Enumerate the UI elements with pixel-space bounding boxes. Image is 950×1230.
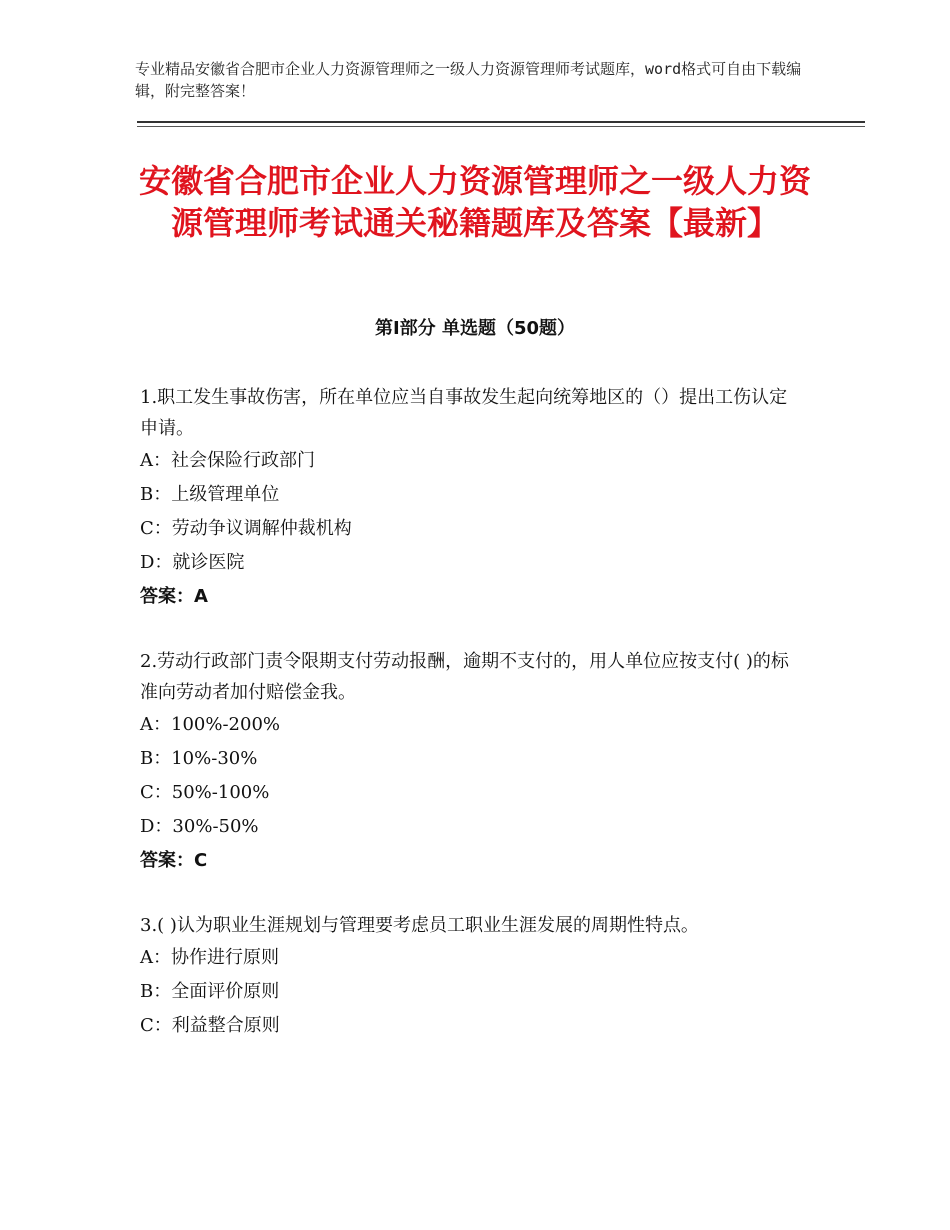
option-b: B：10%-30%	[140, 748, 258, 769]
option-c: C：50%-100%	[140, 782, 270, 803]
header-divider-thin	[137, 126, 865, 127]
option-b: B：全面评价原则	[140, 981, 280, 1002]
answer: 答案：A	[140, 586, 208, 607]
question-stem: 3.( )认为职业生涯规划与管理要考虑员工职业生涯发展的周期性特点。	[140, 915, 699, 936]
header-note: 专业精品安徽省合肥市企业人力资源管理师之一级人力资源管理师考试题库，word格式可自由下载编辑，附完整答案！	[135, 60, 802, 100]
option-d: D：就诊医院	[140, 552, 245, 573]
document-title: 安徽省合肥市企业人力资源管理师之一级人力资源管理师考试通关秘籍题库及答案【最新】	[138, 162, 811, 242]
header-divider-thick	[137, 121, 865, 123]
option-d: D：30%-50%	[140, 816, 259, 837]
option-c: C：劳动争议调解仲裁机构	[140, 518, 352, 539]
question-list	[140, 382, 800, 1075]
option-a: A：协作进行原则	[140, 947, 279, 968]
question-stem: 1.职工发生事故伤害，所在单位应当自事故发生起向统筹地区的（）提出工伤认定申请。	[140, 387, 788, 439]
option-b: B：上级管理单位	[140, 484, 280, 505]
option-a: A：100%-200%	[140, 714, 281, 735]
question-3	[140, 910, 800, 1043]
option-a: A：社会保险行政部门	[140, 450, 315, 471]
section-title: 第Ⅰ部分 单选题（50题）	[374, 318, 575, 339]
question-2	[140, 646, 800, 878]
option-c: C：利益整合原则	[140, 1015, 280, 1036]
answer: 答案：C	[140, 850, 208, 871]
question-1	[140, 382, 800, 614]
question-stem: 2.劳动行政部门责令限期支付劳动报酬，逾期不支付的，用人单位应按支付( )的标准向劳动者加付赔偿金我。	[140, 651, 789, 703]
